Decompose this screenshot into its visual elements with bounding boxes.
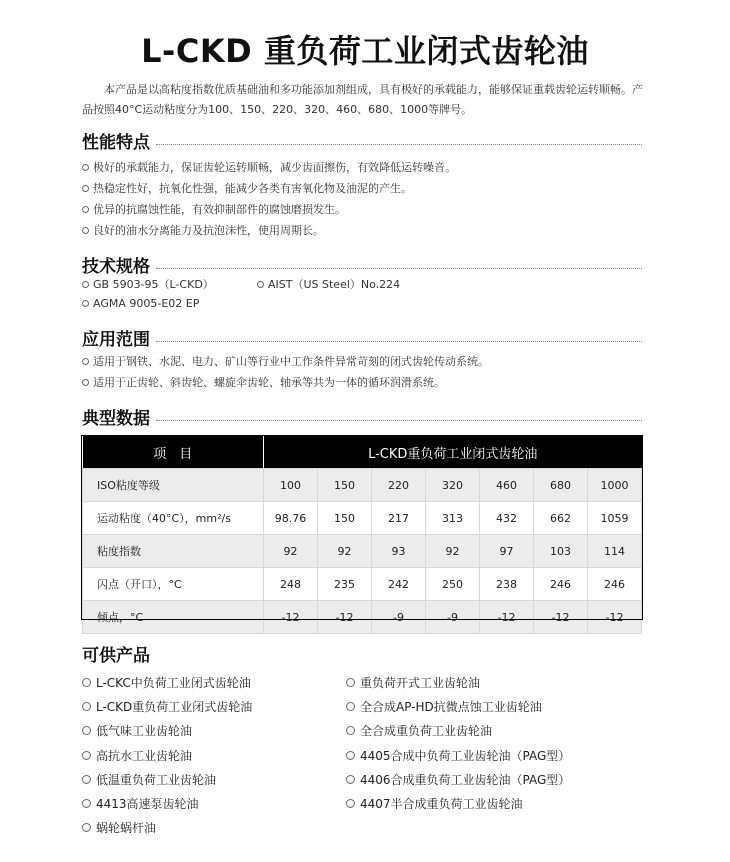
features-heading — [82, 128, 642, 153]
table-row — [83, 535, 642, 568]
table-row — [83, 568, 642, 601]
table-cell: -12 — [588, 601, 642, 634]
table-cell: 246 — [534, 568, 588, 601]
table-header-row — [83, 436, 642, 469]
table-cell: -12 — [480, 601, 534, 634]
bullet-icon — [82, 358, 89, 365]
table-cell: 103 — [534, 535, 588, 568]
section-divider — [156, 144, 642, 145]
table-cell: 150 — [318, 469, 372, 502]
table-cell: 248 — [264, 568, 318, 601]
specs-heading — [82, 252, 642, 277]
applications-heading-text: 应用范围 — [82, 330, 150, 350]
table-cell: 97 — [480, 535, 534, 568]
list-item: 优异的抗腐蚀性能，有效抑制部件的腐蚀磨损发生。 — [82, 199, 662, 220]
product-item: L-CKC中负荷工业闭式齿轮油 — [82, 671, 251, 695]
typical-data-table — [82, 436, 642, 634]
list-item: 热稳定性好，抗氧化性强，能减少各类有害氧化物及油泥的产生。 — [82, 178, 662, 199]
bullet-icon — [346, 799, 355, 808]
table-cell: 320 — [426, 469, 480, 502]
table-cell: 680 — [534, 469, 588, 502]
product-item: 重负荷开式工业齿轮油 — [346, 671, 480, 695]
products-heading-text: 可供产品 — [82, 646, 150, 666]
spec-item: GB 5903-95（L-CKD） — [82, 276, 214, 292]
header-item: 项 目 — [83, 436, 264, 469]
bullet-icon — [346, 751, 355, 760]
table-cell: -12 — [264, 601, 318, 634]
table-cell: 432 — [480, 502, 534, 535]
section-divider — [156, 420, 642, 421]
table-cell: 1000 — [588, 469, 642, 502]
table-cell: 313 — [426, 502, 480, 535]
product-item: 全合成AP-HD抗微点蚀工业齿轮油 — [346, 695, 542, 719]
table-cell: 662 — [534, 502, 588, 535]
intro-paragraph: 本产品是以高粘度指数优质基础油和多功能添加剂组成，具有极好的承载能力，能够保证重载齿轮运转顺畅。产品按照40°C运动粘度分为100、150、220、320、460、680、1000等牌号。 — [82, 83, 643, 116]
product-item: 高抗水工业齿轮油 — [82, 744, 192, 768]
bullet-icon — [346, 702, 355, 711]
table-row — [83, 469, 642, 502]
product-item: 4405合成中负荷工业齿轮油（PAG型） — [346, 744, 570, 768]
typical-data-heading — [82, 404, 642, 429]
section-divider — [156, 341, 642, 342]
bullet-icon — [82, 227, 89, 234]
table-cell: 98.76 — [264, 502, 318, 535]
row-label: 粘度指数 — [83, 535, 264, 568]
row-label: 运动粘度（40°C），mm²/s — [83, 502, 264, 535]
table-cell: 238 — [480, 568, 534, 601]
spec-item: AIST（US Steel）No.224 — [257, 276, 400, 292]
bullet-icon — [82, 678, 91, 687]
bullet-icon — [82, 164, 89, 171]
row-label: 倾点，°C — [83, 601, 264, 634]
bullet-icon — [82, 751, 91, 760]
table-cell: 235 — [318, 568, 372, 601]
product-item: 4413高速泵齿轮油 — [82, 792, 199, 816]
table-cell: -12 — [318, 601, 372, 634]
table-cell: 1059 — [588, 502, 642, 535]
bullet-icon — [346, 678, 355, 687]
specs-heading-text: 技术规格 — [82, 257, 150, 277]
applications-list — [82, 351, 662, 393]
table-cell: 92 — [318, 535, 372, 568]
list-item: 极好的承载能力，保证齿轮运转顺畅，减少齿面擦伤，有效降低运转噪音。 — [82, 157, 662, 178]
table-cell: -12 — [534, 601, 588, 634]
table-cell: 114 — [588, 535, 642, 568]
table-cell: -9 — [426, 601, 480, 634]
bullet-icon — [257, 281, 264, 288]
bullet-icon — [82, 379, 89, 386]
product-item: 低气味工业齿轮油 — [82, 719, 192, 743]
table-row — [83, 502, 642, 535]
table-cell: 93 — [372, 535, 426, 568]
features-list — [82, 157, 662, 241]
bullet-icon — [82, 726, 91, 735]
list-item: 适用于正齿轮、斜齿轮、螺旋伞齿轮、轴承等共为一体的循环润滑系统。 — [82, 372, 662, 393]
header-product: L-CKD重负荷工业闭式齿轮油 — [264, 436, 642, 469]
bullet-icon — [82, 702, 91, 711]
product-item: 4406合成重负荷工业齿轮油（PAG型） — [346, 768, 570, 792]
features-heading-text: 性能特点 — [82, 133, 150, 153]
bullet-icon — [82, 206, 89, 213]
bullet-icon — [82, 300, 89, 307]
product-item: 4407半合成重负荷工业齿轮油 — [346, 792, 523, 816]
table-cell: 246 — [588, 568, 642, 601]
bullet-icon — [82, 281, 89, 288]
list-item: 良好的油水分离能力及抗泡沫性，使用周期长。 — [82, 220, 662, 241]
product-item: 低温重负荷工业齿轮油 — [82, 768, 216, 792]
bullet-icon — [346, 775, 355, 784]
section-divider — [156, 268, 642, 269]
product-item: 蜗轮蜗杆油 — [82, 816, 156, 840]
table-cell: 92 — [264, 535, 318, 568]
table-cell: 220 — [372, 469, 426, 502]
table-cell: 100 — [264, 469, 318, 502]
row-label: 闪点（开口），°C — [83, 568, 264, 601]
product-item: 全合成重负荷工业齿轮油 — [346, 719, 492, 743]
row-label: ISO粘度等级 — [83, 469, 264, 502]
table-cell: 150 — [318, 502, 372, 535]
bullet-icon — [82, 823, 91, 832]
applications-heading — [82, 325, 642, 350]
list-item: 适用于钢铁、水泥、电力、矿山等行业中工作条件异常苛刻的闭式齿轮传动系统。 — [82, 351, 662, 372]
table-cell: 250 — [426, 568, 480, 601]
bullet-icon — [82, 799, 91, 808]
table-cell: -9 — [372, 601, 426, 634]
product-item: L-CKD重负荷工业闭式齿轮油 — [82, 695, 252, 719]
bullet-icon — [82, 775, 91, 784]
products-heading — [82, 641, 182, 666]
bullet-icon — [82, 185, 89, 192]
spec-item: AGMA 9005-E02 EP — [82, 297, 199, 310]
table-cell: 92 — [426, 535, 480, 568]
table-row — [83, 601, 642, 634]
bullet-icon — [346, 726, 355, 735]
table-cell: 242 — [372, 568, 426, 601]
table-cell: 217 — [372, 502, 426, 535]
table-cell: 460 — [480, 469, 534, 502]
typical-data-heading-text: 典型数据 — [82, 409, 150, 429]
page-title: L-CKD 重负荷工业闭式齿轮油 — [141, 32, 589, 70]
